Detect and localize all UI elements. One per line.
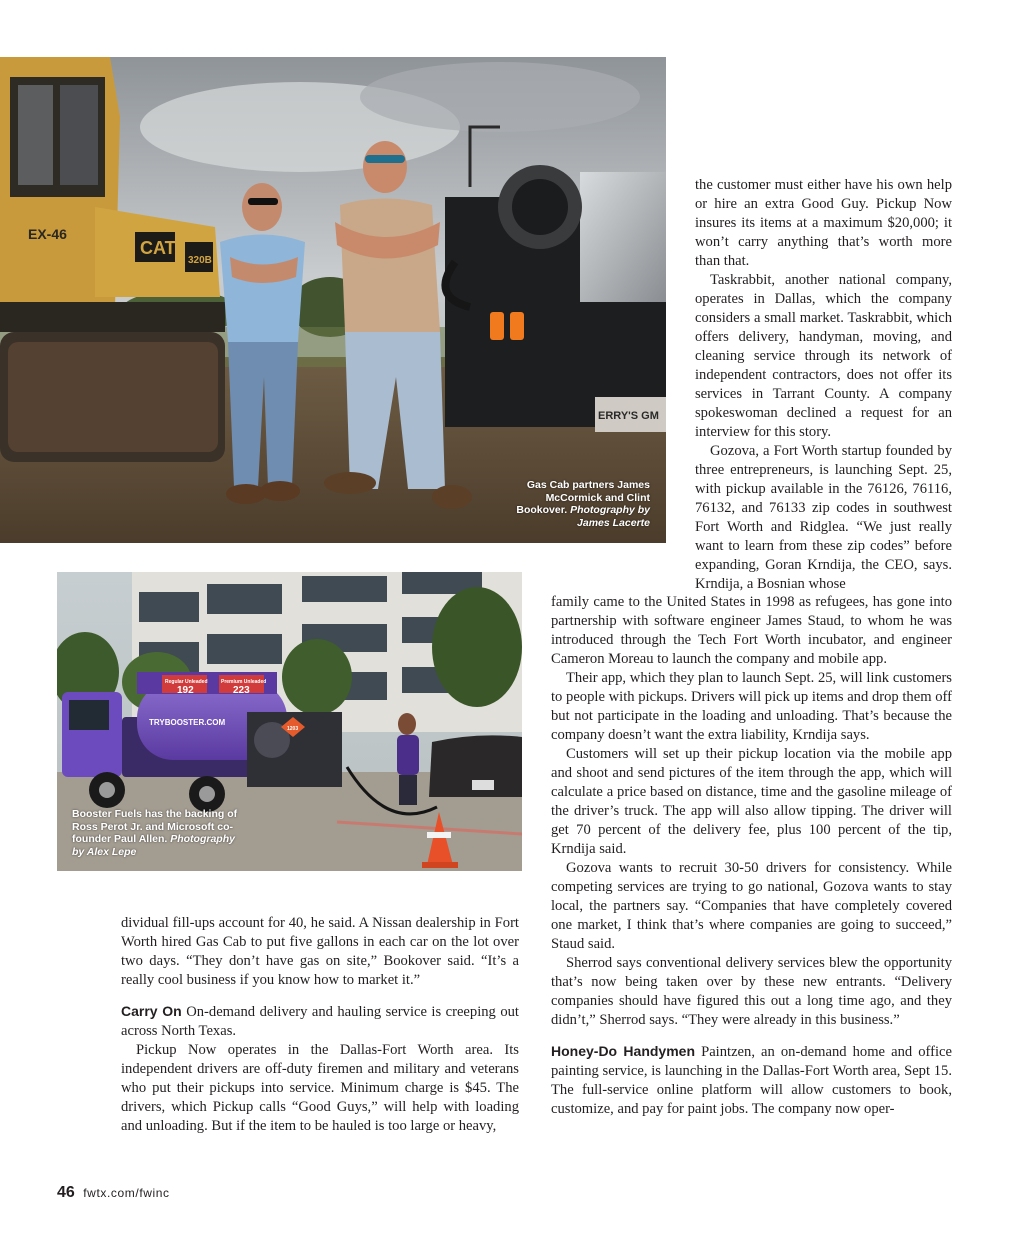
paragraph: dividual fill-ups account for 40, he said. A Nissan dealership in Fort Worth hired Gas Cab to put five gallons in each car on the lot over two days. “They don’t have gas on site,” Bookover said. “It’s a really cool business if you know how to market it.” xyxy=(121,915,519,988)
article-column-right-lower xyxy=(551,593,952,1119)
paragraph: the customer must either have his own help or hire an extra Good Guy. Pickup Now insures its items at a maximum $20,000; it won’t carry anything that’s worth more than that. xyxy=(695,177,952,269)
paragraph: Pickup Now operates in the Dallas-Fort Worth area. Its independent drivers are off-duty firemen and military and veterans who put their pickups into service. Minimum charge is $45. The drivers, which Pickup calls “Good Guys,” will help with loading and unloading. But if the item to be hauled is too large or heavy, xyxy=(121,1042,519,1134)
paragraph: Their app, which they plan to launch Sept. 25, will link customers to people with pickups. Drivers will pick up items and drop them off but not participate in the loading and unloading. That’s because the company doesn’t want the extra liability, Krndija says. xyxy=(551,670,952,743)
paragraph: Taskrabbit, another national company, operates in Dallas, which the company considers a small market. Taskrabbit, which offers delivery, handyman, moving, and cleaning service through its network of independent contractors, does not offer its services in Tarrant County. A company spokeswoman declined a request for an interview for this story. xyxy=(695,272,952,440)
excavator-brand-text: CAT xyxy=(140,238,176,258)
sign-regular-label: Regular Unleaded xyxy=(165,679,208,685)
paragraph: Gozova wants to recruit 30-50 drivers for consistency. While competing services are trying to go national, Gozova wants to stay local, the partners say. “Companies that have completely covered one market, I think that’s where companies are going to succeed,” Staud said. xyxy=(551,860,952,952)
sign-premium-label: Premium Unleaded xyxy=(221,679,267,685)
excavator-model-text: 320B xyxy=(188,255,212,266)
photo-bottom-credit: Photography by Alex Lepe xyxy=(72,833,235,858)
photo-top-caption xyxy=(500,479,650,529)
photo-bottom-caption xyxy=(72,808,247,858)
tank-website-text: TRYBOOSTER.COM xyxy=(149,718,226,727)
photo-booster-fuels xyxy=(57,572,522,871)
photo-top-caption-text: Gas Cab partners James McCormick and Clint Bookover. xyxy=(516,479,650,516)
paragraph: Sherrod says conventional delivery services blew the opportunity that’s now being taken over by these new entrants. “Delivery companies should have figured this out a long time ago, and they didn’t,” Sherrod says. “They were already in this business.” xyxy=(551,955,952,1028)
sign-regular-number: 192 xyxy=(177,685,194,696)
photo-bottom-caption-text: Booster Fuels has the backing of Ross Perot Jr. and Microsoft co-founder Paul Allen. xyxy=(72,808,238,845)
paragraph: family came to the United States in 1998 as refugees, has gone into partnership with software engineer James Staud, to whom he was introduced through the Tech Fort Worth incubator, and engineer Cameron Moreau to launch the company and mobile app. xyxy=(551,594,952,667)
section-honey-do-handymen xyxy=(551,1042,952,1119)
sign-premium-number: 223 xyxy=(233,685,250,696)
footer-site-link[interactable]: fwtx.com/fwinc xyxy=(83,1186,170,1200)
truck-badge-text: ERRY'S GM xyxy=(598,410,659,422)
paragraph: Gozova, a Fort Worth startup founded by three entrepreneurs, is launching Sept. 25, with pickup available in the 76126, 76116, 76132, and 76133 zip codes in southwest Fort Worth and Ridglea. “We just really want to learn from these zip codes” before expanding, Goran Krndija, the CEO, says. Krndija, a Bosnian whose xyxy=(695,443,952,592)
photo-gas-cab-illustration xyxy=(0,57,666,543)
article-column-left xyxy=(121,914,519,1136)
subhead-honey-do-handymen: Honey-Do Handymen xyxy=(551,1043,695,1059)
photo-gas-cab-partners xyxy=(0,57,666,543)
section-carry-on xyxy=(121,1002,519,1041)
photo-top-credit: Photography by James Lacerte xyxy=(570,504,650,529)
article-column-right-upper xyxy=(695,176,952,594)
section-lead-text: Paintzen, an on-demand home and office painting service, is launching in the Dallas-Fort Worth area, Sept 15. The full-service online platform will allow customers to book, customize, and pay for paint jobs. The company now oper- xyxy=(551,1044,952,1117)
page-footer xyxy=(57,1184,170,1202)
excavator-label-text: EX-46 xyxy=(28,226,67,242)
hazmat-number: 1203 xyxy=(287,726,299,732)
subhead-carry-on: Carry On xyxy=(121,1003,182,1019)
paragraph: Customers will set up their pickup location via the mobile app and shoot and send pictures of the item through the app, which will calculate a price based on distance, time and the gasoline mileage of the driver’s truck. The app will also allow tipping. The driver will get 70 percent of the delivery fee, plus 100 percent of the tip, Krndija said. xyxy=(551,746,952,857)
page-number: 46 xyxy=(57,1184,75,1201)
section-lead-text: On-demand delivery and hauling service is creeping out across North Texas. xyxy=(121,1004,519,1039)
